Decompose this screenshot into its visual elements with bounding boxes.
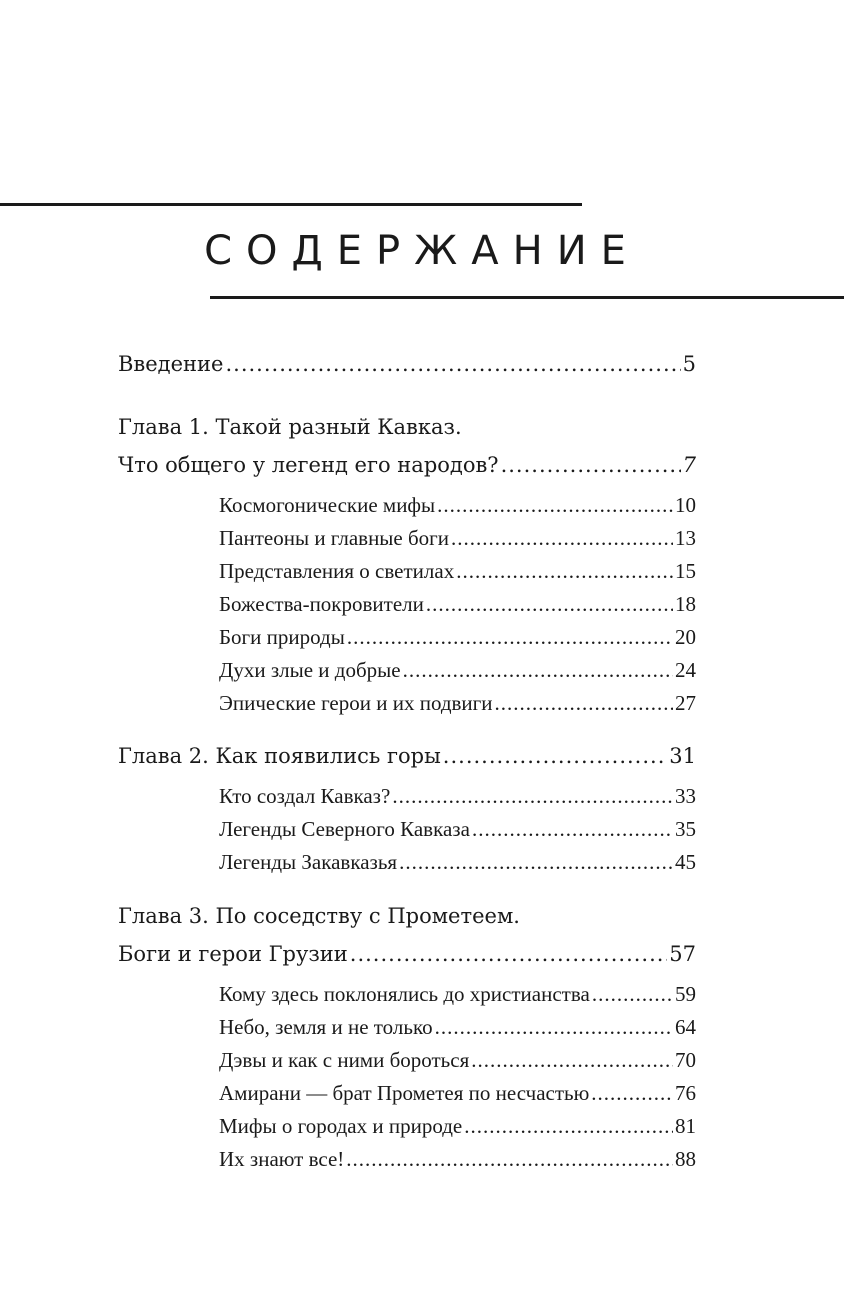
toc-section-label: Космогонические мифы xyxy=(219,493,436,517)
toc-page-number: 59 xyxy=(675,982,696,1006)
toc-section[interactable] xyxy=(219,1112,696,1140)
dot-leader xyxy=(426,590,673,618)
toc-page-number: 20 xyxy=(675,625,696,649)
toc-section-label: Божества-покровители xyxy=(219,592,424,616)
toc-section-label: Дэвы и как с ними бороться xyxy=(219,1048,470,1072)
toc-section[interactable] xyxy=(219,656,696,684)
toc-section[interactable] xyxy=(219,815,696,843)
toc-chapter-2[interactable] xyxy=(118,741,696,771)
toc-section[interactable] xyxy=(219,1046,696,1074)
toc-chapter-label: Глава 3. По соседству с Прометеем. xyxy=(118,904,520,928)
toc-page-number: 24 xyxy=(675,658,696,682)
page-title: СОДЕРЖАНИЕ xyxy=(204,228,640,274)
toc-chapter-1-title[interactable] xyxy=(118,412,462,442)
toc-page-number: 70 xyxy=(675,1048,696,1072)
toc-section-label: Кому здесь поклонялись до христианства xyxy=(219,982,590,1006)
dot-leader xyxy=(495,689,673,717)
toc-section-label: Легенды Закавказья xyxy=(219,850,398,874)
dot-leader xyxy=(346,1145,673,1173)
toc-section-label: Кто создал Кавказ? xyxy=(219,784,391,808)
toc-chapter-label: Боги и герои Грузии xyxy=(118,942,348,966)
toc-page-number: 76 xyxy=(675,1081,696,1105)
toc-chapter-3[interactable] xyxy=(118,939,696,969)
dot-leader xyxy=(451,524,673,552)
toc-section[interactable] xyxy=(219,980,696,1008)
toc-chapter-label: Глава 2. Как появились горы xyxy=(118,744,441,768)
toc-section-label: Представления о светилах xyxy=(219,559,455,583)
toc-section-label: Эпические герои и их подвиги xyxy=(219,691,493,715)
dot-leader xyxy=(443,741,667,771)
toc-section[interactable] xyxy=(219,590,696,618)
dot-leader xyxy=(471,1046,673,1074)
toc-chapter-label: Глава 1. Такой разный Кавказ. xyxy=(118,415,462,439)
dot-leader xyxy=(392,782,673,810)
toc-section[interactable] xyxy=(219,1145,696,1173)
toc-page-number: 27 xyxy=(675,691,696,715)
toc-section[interactable] xyxy=(219,782,696,810)
toc-section-label: Амирани — брат Прометея по несчастью xyxy=(219,1081,590,1105)
dot-leader xyxy=(225,349,680,379)
toc-section[interactable] xyxy=(219,1079,696,1107)
dot-leader xyxy=(501,450,681,480)
toc-section-label: Небо, земля и не только xyxy=(219,1015,433,1039)
toc-page-number: 45 xyxy=(675,850,696,874)
toc-chapter-label: Что общего у легенд его народов? xyxy=(118,453,499,477)
toc-page-number: 64 xyxy=(675,1015,696,1039)
dot-leader xyxy=(456,557,673,585)
toc-page-number: 15 xyxy=(675,559,696,583)
toc-section[interactable] xyxy=(219,557,696,585)
toc-section-label: Легенды Северного Кавказа xyxy=(219,817,470,841)
toc-section-label: Пантеоны и главные боги xyxy=(219,526,450,550)
toc-page-number: 18 xyxy=(675,592,696,616)
toc-chapter-1[interactable] xyxy=(118,450,696,480)
toc-page-number: 31 xyxy=(669,744,696,768)
toc-section-label: Мифы о городах и природе xyxy=(219,1114,463,1138)
toc-page-number: 5 xyxy=(682,352,696,376)
dot-leader xyxy=(350,939,668,969)
toc-page-number: 13 xyxy=(675,526,696,550)
toc-section-label: Духи злые и добрые xyxy=(219,658,401,682)
toc-section[interactable] xyxy=(219,848,696,876)
toc-section[interactable] xyxy=(219,491,696,519)
dot-leader xyxy=(435,1013,673,1041)
dot-leader xyxy=(437,491,673,519)
dot-leader xyxy=(399,848,673,876)
toc-page-number: 33 xyxy=(675,784,696,808)
toc-section[interactable] xyxy=(219,689,696,717)
toc-section-label: Боги природы xyxy=(219,625,345,649)
toc-page-number: 7 xyxy=(682,453,696,477)
toc-entry-label: Введение xyxy=(118,352,224,376)
dot-leader xyxy=(403,656,673,684)
dot-leader xyxy=(592,980,673,1008)
dot-leader xyxy=(472,815,673,843)
toc-page-number: 35 xyxy=(675,817,696,841)
toc-section-label: Их знают все! xyxy=(219,1147,345,1171)
dot-leader xyxy=(347,623,673,651)
toc-section[interactable] xyxy=(219,623,696,651)
toc-entry-intro[interactable] xyxy=(118,349,696,379)
dot-leader xyxy=(591,1079,673,1107)
toc-page-number: 88 xyxy=(675,1147,696,1171)
toc-section[interactable] xyxy=(219,1013,696,1041)
dot-leader xyxy=(464,1112,673,1140)
toc-page-number: 57 xyxy=(669,942,696,966)
toc-page-number: 10 xyxy=(675,493,696,517)
toc-chapter-3-title[interactable] xyxy=(118,901,520,931)
toc-section[interactable] xyxy=(219,524,696,552)
toc-page-number: 81 xyxy=(675,1114,696,1138)
